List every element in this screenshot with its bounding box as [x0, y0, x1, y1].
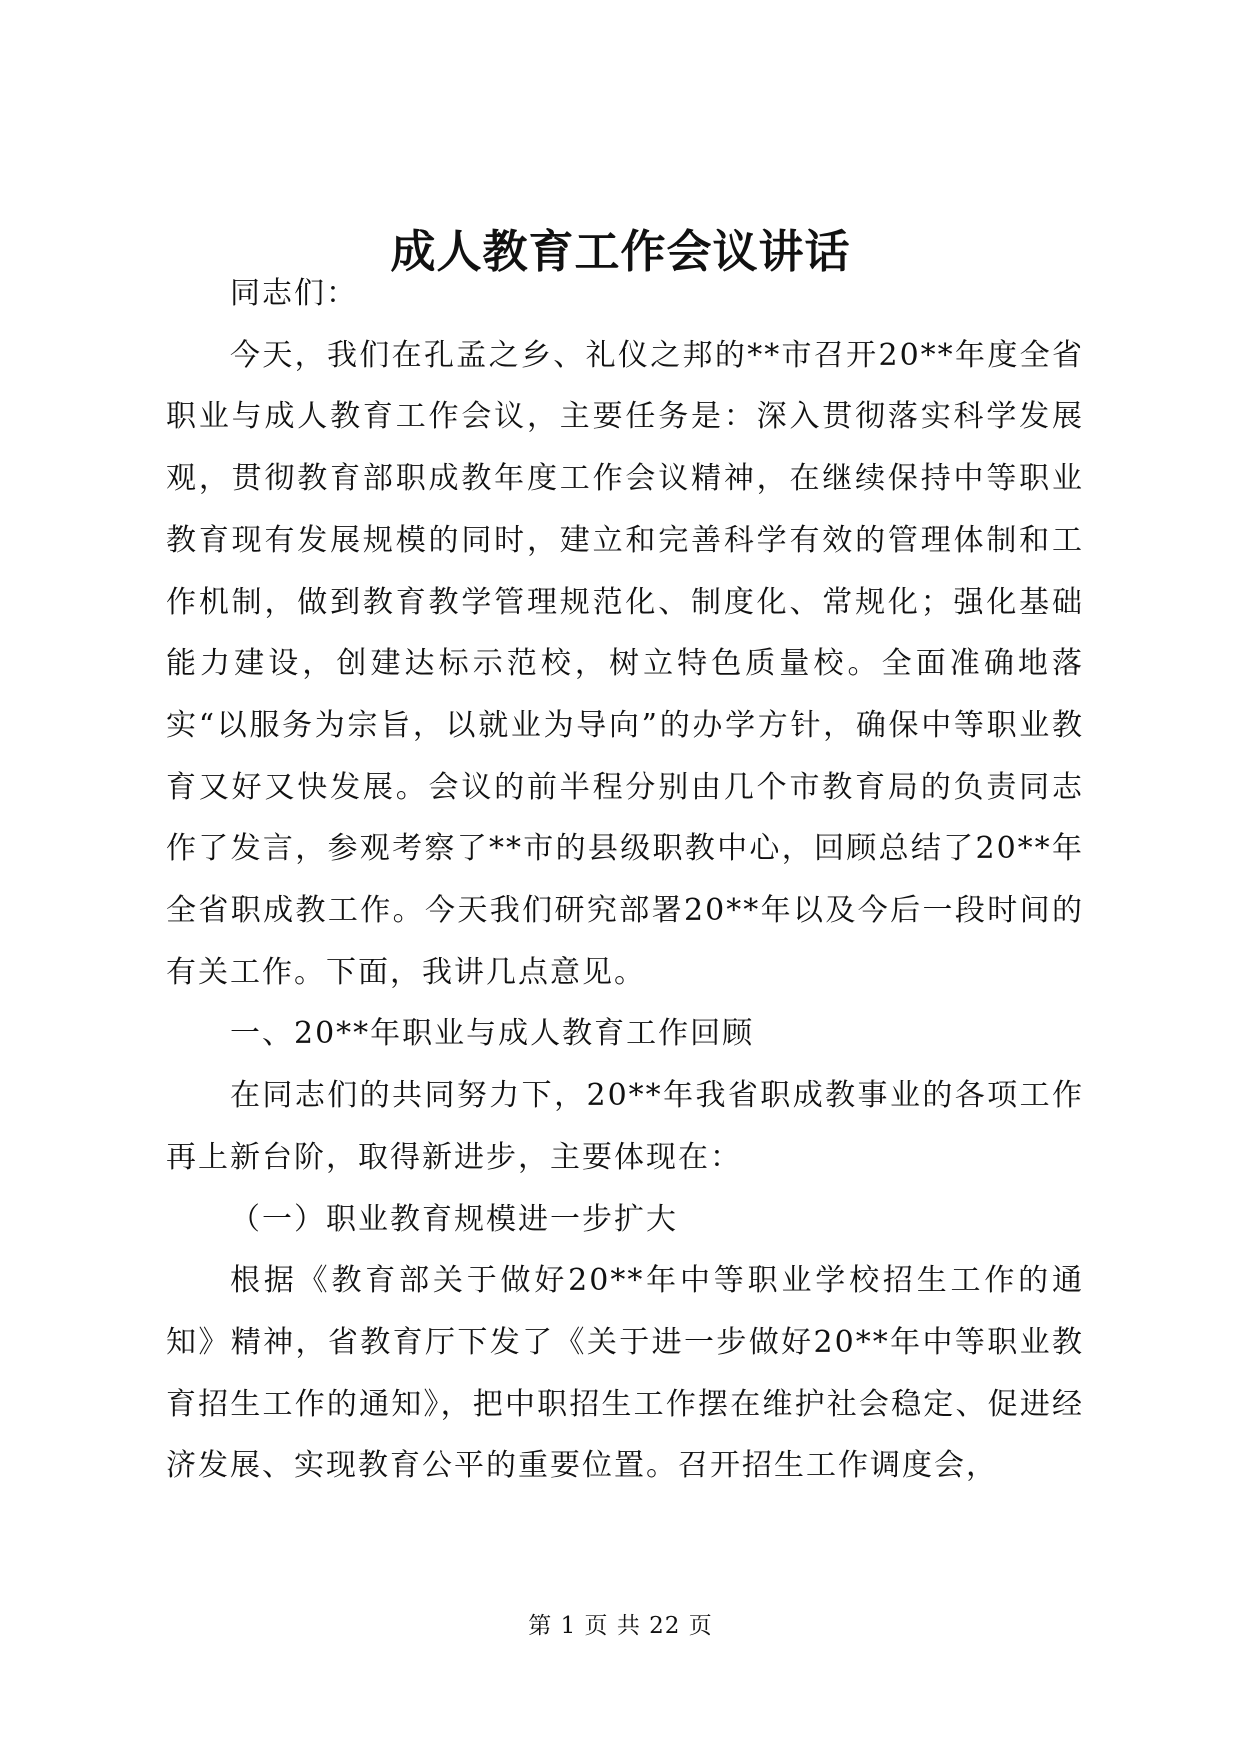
page-footer: 第 1 页 共 22 页	[528, 1613, 713, 1639]
document-title: 成人教育工作会议讲话	[390, 225, 851, 278]
section-heading: 一、20**年职业与成人教育工作回顾	[230, 1016, 755, 1052]
body-paragraph: 在同志们的共同努力下，20**年我省职成教事业的各项工作再上新台阶，取得新进步，主要体现在：	[166, 1078, 1084, 1175]
document-body	[166, 263, 1084, 1497]
body-paragraph: 根据《教育部关于做好20**年中等职业学校招生工作的通知》精神，省教育厅下发了《关于进一步做好20**年中等职业教育招生工作的通知》，把中职招生工作摆在维护社会稳定、促进经济发展、实现教育公平的重要位置。召开招生工作调度会，	[166, 1263, 1084, 1484]
salutation-paragraph: 同志们：	[230, 276, 358, 311]
body-paragraph: 今天，我们在孔孟之乡、礼仪之邦的**市召开20**年度全省职业与成人教育工作会议，主要任务是：深入贯彻落实科学发展观，贯彻教育部职成教年度工作会议精神，在继续保持中等职业教育现有发展规模的同时，建立和完善科学有效的管理体制和工作机制，做到教育教学管理规范化、制度化、常规化；强化基础能力建设，创建达标示范校，树立特色质量校。全面准确地落实“以服务为宗旨，以就业为导向”的办学方针，确保中等职业教育又好又快发展。会议的前半程分别由几个市教育局的负责同志作了发言，参观考察了**市的县级职教中心，回顾总结了20**年全省职成教工作。今天我们研究部署20**年以及今后一段时间的有关工作。下面，我讲几点意见。	[166, 337, 1084, 990]
subsection-heading: （一）职业教育规模进一步扩大	[230, 1201, 678, 1237]
